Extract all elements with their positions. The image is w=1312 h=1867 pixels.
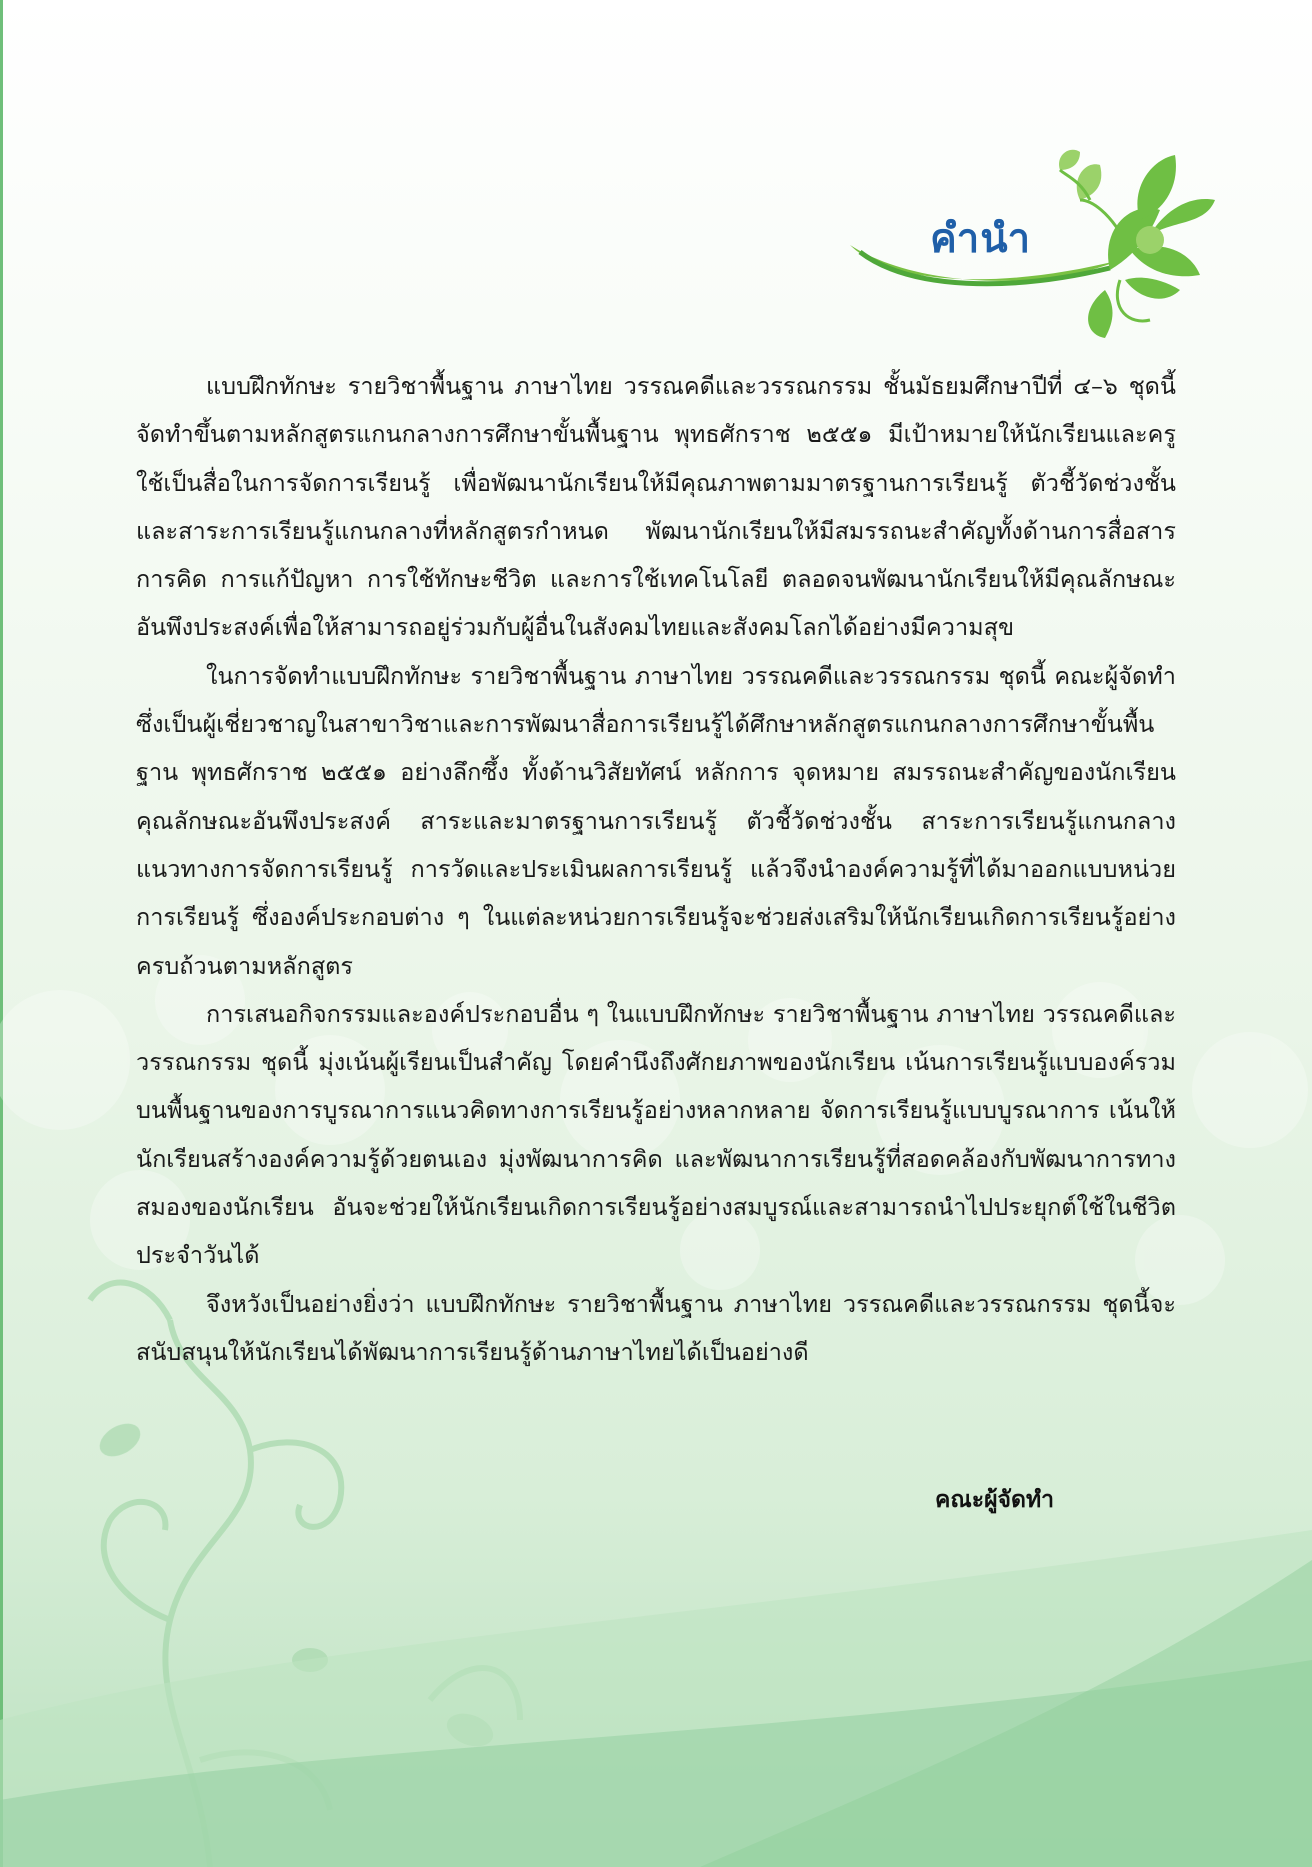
title-ornament <box>830 140 1220 340</box>
paragraph-3: การเสนอกิจกรรมและองค์ประกอบอื่น ๆ ในแบบฝึกทักษะ รายวิชาพื้นฐาน ภาษาไทย วรรณคดีและวรรณกรรม ชุดนี้ มุ่งเน้นผู้เรียนเป็นสำคัญ โดยคำนึงถึงศักยภาพของนักเรียน เน้นการเรียนรู้แบบองค์รวมบนพื้นฐานของการบูรณาการแนวคิดทางการเรียนรู้อย่างหลากหลาย จัดการเรียนรู้แบบบูรณาการ เน้นให้นักเรียนสร้างองค์ความรู้ด้วยตนเอง มุ่งพัฒนาการคิด และพัฒนาการเรียนรู้ที่สอดคล้องกับพัฒนาการทางสมองของนักเรียน อันจะช่วยให้นักเรียนเกิดการเรียนรู้อย่างสมบูรณ์และสามารถนำไปประยุกต์ใช้ในชีวิตประจำวันได้ <box>136 999 1176 1270</box>
preface-body <box>136 362 1176 1376</box>
paragraph-2: ในการจัดทำแบบฝึกทักษะ รายวิชาพื้นฐาน ภาษาไทย วรรณคดีและวรรณกรรม ชุดนี้ คณะผู้จัดทำซึ่งเป็นผู้เชี่ยวชาญในสาขาวิชาและการพัฒนาสื่อการเรียนรู้ได้ศึกษาหลักสูตรแกนกลางการศึกษาขั้นพื้นฐาน พุทธศักราช ๒๕๕๑ อย่างลึกซึ้ง ทั้งด้านวิสัยทัศน์ หลักการ จุดหมาย สมรรถนะสำคัญของนักเรียนคุณลักษณะอันพึงประสงค์ สาระและมาตรฐานการเรียนรู้ ตัวชี้วัดช่วงชั้น สาระการเรียนรู้แกนกลาง แนวทางการจัดการเรียนรู้ การวัดและประเมินผลการเรียนรู้ แล้วจึงนำองค์ความรู้ที่ได้มาออกแบบหน่วยการเรียนรู้ ซึ่งองค์ประกอบต่าง ๆ ในแต่ละหน่วยการเรียนรู้จะช่วยส่งเสริมให้นักเรียนเกิดการเรียนรู้อย่างครบถ้วนตามหลักสูตร <box>136 661 1176 980</box>
paragraph-4: จึงหวังเป็นอย่างยิ่งว่า แบบฝึกทักษะ รายวิชาพื้นฐาน ภาษาไทย วรรณคดีและวรรณกรรม ชุดนี้จะสนับสนุนให้นักเรียนได้พัฒนาการเรียนรู้ด้านภาษาไทยได้เป็นอย่างดี <box>136 1289 1176 1366</box>
page-title: คำนำ <box>930 216 1032 262</box>
signature: คณะผู้จัดทำ <box>935 1487 1055 1513</box>
paragraph-1: แบบฝึกทักษะ รายวิชาพื้นฐาน ภาษาไทย วรรณคดีและวรรณกรรม ชั้นมัธยมศึกษาปีที่ ๔–๖ ชุดนี้จัดทำขึ้นตามหลักสูตรแกนกลางการศึกษาขั้นพื้นฐาน พุทธศักราช ๒๕๕๑ มีเป้าหมายให้นักเรียนและครูใช้เป็นสื่อในการจัดการเรียนรู้ เพื่อพัฒนานักเรียนให้มีคุณภาพตามมาตรฐานการเรียนรู้ ตัวชี้วัดช่วงชั้น และสาระการเรียนรู้แกนกลางที่หลักสูตรกำหนด พัฒนานักเรียนให้มีสมรรถนะสำคัญทั้งด้านการสื่อสาร การคิด การแก้ปัญหา การใช้ทักษะชีวิต และการใช้เทคโนโลยี ตลอดจนพัฒนานักเรียนให้มีคุณลักษณะอันพึงประสงค์เพื่อให้สามารถอยู่ร่วมกับผู้อื่นในสังคมไทยและสังคมโลกได้อย่างมีความสุข <box>136 372 1176 642</box>
